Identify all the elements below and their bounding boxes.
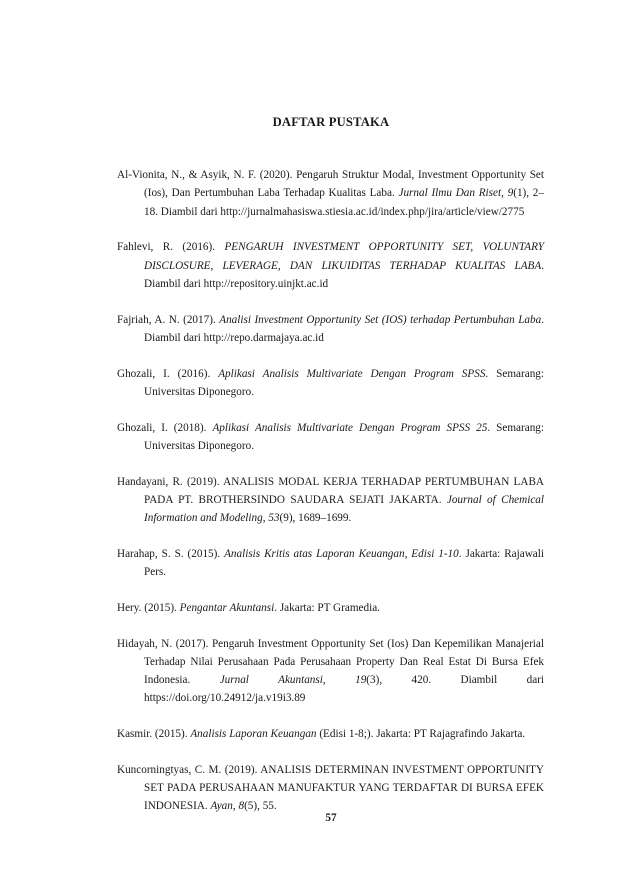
reference-item (117, 419, 544, 455)
reference-italic-text: Journal of Chemical Information and Modeling (144, 493, 544, 524)
reference-italic-text: 53 (268, 512, 280, 524)
reference-text: , (501, 187, 508, 200)
reference-item (117, 365, 544, 401)
reference-italic-text: Jurnal Akuntansi (219, 674, 323, 686)
reference-italic-text: PENGARUH INVESTMENT OPPORTUNITY SET, VOLUNTARY DISCLOSURE, LEVERAGE, DAN LIKUIDITAS TERHADAP KUALITAS LABA (144, 241, 544, 272)
reference-italic-text: Jurnal Ilmu Dan Riset (398, 187, 502, 200)
reference-text: . Jakarta: PT Gramedia. (274, 601, 380, 614)
reference-text: . Semarang: Universitas Diponegoro. (144, 421, 545, 452)
page-number: 57 (325, 812, 337, 824)
reference-item (117, 761, 544, 816)
reference-italic-text: Aplikasi Analisis Multivariate Dengan Program SPSS (218, 367, 486, 380)
reference-text: Harahap, S. S. (2015). (117, 547, 225, 560)
reference-list (117, 155, 544, 833)
reference-text: (9), 1689–1699. (279, 512, 352, 524)
page-title: DAFTAR PUSTAKA (272, 115, 390, 129)
reference-text: Ghozali, I. (2016). (117, 367, 219, 380)
reference-text: (3), 420. Diambil dari https://doi.org/10.24912/ja.v19i3.89 (144, 674, 544, 705)
reference-italic-text: 9 (507, 187, 514, 200)
reference-item (117, 635, 544, 708)
reference-text: Fahlevi, R. (2016). (117, 241, 225, 254)
reference-italic-text: Analisis Kritis atas Laporan Keuangan, Edisi 1-10 (224, 547, 459, 560)
reference-italic-text: Analisi Investment Opportunity Set (IOS) terhadap Pertumbuhan Laba (219, 313, 542, 326)
reference-item (117, 166, 544, 221)
reference-italic-text: Aplikasi Analisis Multivariate Dengan Program SPSS 25 (212, 421, 488, 434)
reference-item (117, 599, 544, 617)
reference-text: . Diambil dari http://repo.darmajaya.ac.id (144, 313, 545, 344)
reference-text: Kuncorningtyas, C. M. (2019). ANALISIS DETERMINAN INVESTMENT OPPORTUNITY SET PADA PERUSAHAAN MANUFAKTUR YANG TERDAFTAR DI BURSA EFEK INDONESIA. (117, 763, 544, 813)
reference-text: , (232, 800, 239, 813)
reference-text: . Semarang: Universitas Diponegoro. (144, 367, 545, 398)
reference-text: , (262, 512, 269, 524)
reference-item (117, 545, 544, 581)
reference-item (117, 725, 544, 743)
reference-item (117, 473, 544, 528)
reference-text: . Diambil dari http://repository.uinjkt.ac.id (144, 259, 544, 290)
reference-text: , (322, 674, 356, 686)
reference-text: . Jakarta: Rajawali Pers. (144, 547, 544, 578)
reference-text: (5), 55. (244, 800, 277, 813)
reference-text: Al-Vionita, N., & Asyik, N. F. (2020). Pengaruh Struktur Modal, Investment Opportunity Set (Ios), Dan Pertumbuhan Laba Terhadap Kualitas Laba. (117, 169, 544, 200)
reference-text: Ghozali, I. (2018). (117, 421, 213, 434)
reference-text: Kasmir. (2015). (117, 728, 191, 740)
reference-item (117, 238, 544, 293)
reference-text: Handayani, R. (2019). ANALISIS MODAL KERJA TERHADAP PERTUMBUHAN LABA PADA PT. BROTHERSINDO SAUDARA SEJATI JAKARTA. (117, 475, 544, 506)
reference-italic-text: Ayan (210, 800, 233, 813)
reference-text: Fajriah, A. N. (2017). (117, 313, 220, 326)
reference-italic-text: 19 (355, 674, 367, 686)
reference-text: (1), 2–18. Diambil dari http://jurnalmahasiswa.stiesia.ac.id/index.php/jira/article/view/2775 (144, 187, 544, 218)
reference-text: (Edisi 1-8;). Jakarta: PT Rajagrafindo Jakarta. (316, 728, 526, 740)
reference-italic-text: 8 (238, 800, 245, 813)
reference-text: Hidayah, N. (2017). Pengaruh Investment Opportunity Set (Ios) Dan Kepemilikan Manajerial Terhadap Nilai Perusahaan Pada Perusahaan Property Dan Real Estat Di Bursa Efek Indonesia. (117, 637, 544, 686)
reference-italic-text: Pengantar Akuntansi (179, 601, 275, 614)
reference-italic-text: Analisis Laporan Keuangan (190, 728, 317, 740)
reference-item (117, 311, 544, 347)
reference-text: Hery. (2015). (117, 601, 180, 614)
